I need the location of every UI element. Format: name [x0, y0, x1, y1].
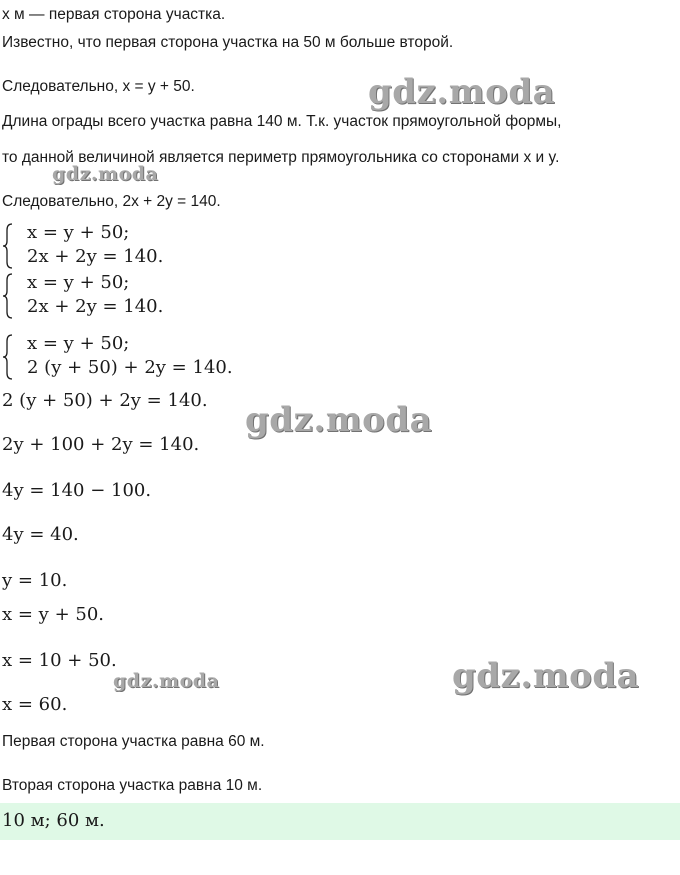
- system-row-2: 2x + 2y = 140.: [27, 246, 164, 267]
- step-simplify: 4y = 40.: [2, 524, 79, 545]
- step-x-value: x = 60.: [2, 694, 68, 715]
- watermark: gdz.moda: [368, 72, 556, 112]
- text-line-equation-2: Следовательно, 2x + 2y = 140.: [2, 193, 221, 210]
- step-x-substitute: x = 10 + 50.: [2, 650, 117, 671]
- system-row-1: x = y + 50;: [27, 222, 130, 243]
- conclusion-second-side: Вторая сторона участка равна 10 м.: [2, 777, 263, 794]
- text-line-perimeter-cont: то данной величиной является периметр прямоугольника со сторонами x и y.: [2, 149, 560, 166]
- watermark: gdz.moda: [52, 163, 159, 185]
- text-line-condition: Известно, что первая сторона участка на 50 м больше второй.: [2, 34, 454, 51]
- watermark: gdz.moda: [452, 656, 640, 696]
- step-y-value: y = 10.: [2, 570, 68, 591]
- text-line-perimeter: Длина ограды всего участка равна 140 м. Т.к. участок прямоугольной формы,: [2, 113, 562, 130]
- system-row-1: x = y + 50;: [27, 272, 130, 293]
- step-substitution: 2 (y + 50) + 2y = 140.: [2, 390, 208, 411]
- text-line-variable-def: x м — первая сторона участка.: [2, 6, 226, 23]
- conclusion-first-side: Первая сторона участка равна 60 м.: [2, 733, 265, 750]
- step-collect: 4y = 140 − 100.: [2, 480, 152, 501]
- left-brace-icon: [2, 272, 14, 320]
- answer-box: [0, 803, 680, 840]
- watermark: gdz.moda: [245, 400, 433, 440]
- left-brace-icon: [2, 222, 14, 270]
- left-brace-icon: [2, 333, 14, 381]
- system-row-1: x = y + 50;: [27, 333, 130, 354]
- step-x-formula: x = y + 50.: [2, 604, 104, 625]
- step-expand: 2y + 100 + 2y = 140.: [2, 434, 200, 455]
- answer-text: 10 м; 60 м.: [2, 810, 105, 831]
- text-line-equation-1: Следовательно, x = y + 50.: [2, 78, 195, 95]
- system-row-2: 2 (y + 50) + 2y = 140.: [27, 357, 233, 378]
- watermark: gdz.moda: [113, 670, 220, 692]
- system-row-2: 2x + 2y = 140.: [27, 296, 164, 317]
